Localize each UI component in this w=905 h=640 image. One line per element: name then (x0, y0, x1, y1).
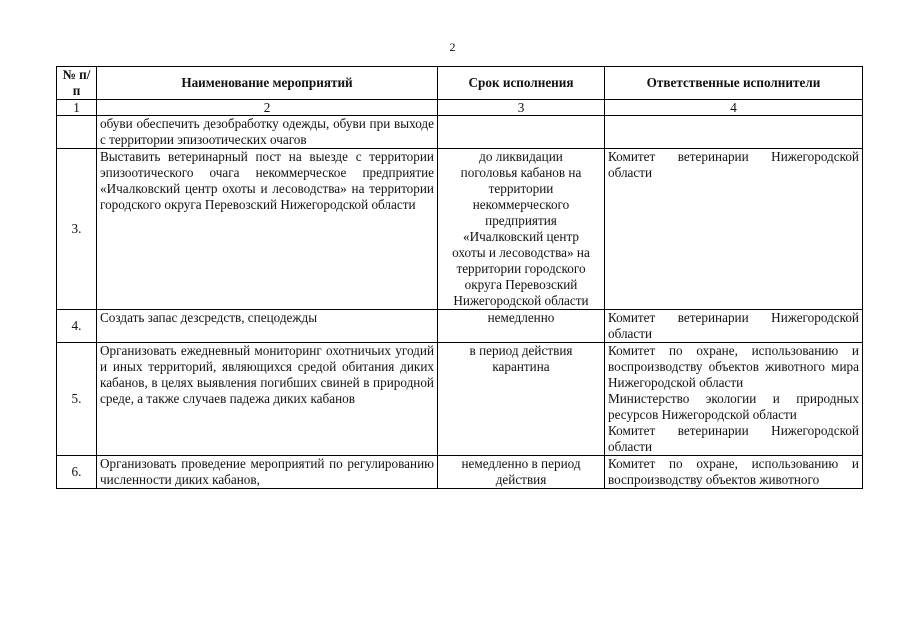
measure-term: до ликвидации поголовья кабанов на территории некоммерческого предприятия «Ичалковский центр охоты и лесоводства» на территории городского округа Перевозский Нижегородской области (438, 149, 605, 310)
measure-name: Создать запас дезсредств, спецодежды (97, 310, 438, 343)
row-number (57, 116, 97, 149)
responsible-entry: Комитет по охране, использованию и воспроизводству объектов животного мира Нижегородской области (608, 343, 859, 390)
column-number: 2 (97, 100, 438, 116)
responsible-entry: Комитет по охране, использованию и воспроизводству объектов животного (608, 456, 859, 487)
measure-term: в период действия карантина (438, 343, 605, 456)
measure-name: Организовать проведение мероприятий по регулированию численности диких кабанов, (97, 456, 438, 489)
column-number: 3 (438, 100, 605, 116)
header-name: Наименование мероприятий (97, 67, 438, 100)
measure-name: Выставить ветеринарный пост на выезде с территории эпизоотического очага некоммерческое предприятие «Ичалковский центр охоты и лесоводства» на территории городского округа Перевозский Нижегородской области (97, 149, 438, 310)
header-responsible: Ответственные исполнители (605, 67, 863, 100)
measure-term: немедленно (438, 310, 605, 343)
column-numbering-row (57, 100, 863, 116)
row-number: 6. (57, 456, 97, 489)
column-number: 1 (57, 100, 97, 116)
measure-responsible (605, 149, 863, 310)
row-number: 5. (57, 343, 97, 456)
measure-name: Организовать ежедневный мониторинг охотничьих угодий и иных территорий, являющихся средой обитания диких кабанов, в целях выявления погибших свиней в природной среде, а также случаев падежа диких кабанов (97, 343, 438, 456)
measure-name: обуви обеспечить дезобработку одежды, обуви при выходе с территории эпизоотических очагов (97, 116, 438, 149)
table-row (57, 310, 863, 343)
table-row (57, 116, 863, 149)
measure-responsible (605, 116, 863, 149)
responsible-entry: Комитет ветеринарии Нижегородской области (608, 149, 859, 180)
header-num: № п/п (57, 67, 97, 100)
table-row (57, 149, 863, 310)
row-number: 4. (57, 310, 97, 343)
responsible-entry: Комитет ветеринарии Нижегородской области (608, 310, 859, 341)
column-number: 4 (605, 100, 863, 116)
table-row (57, 456, 863, 489)
measure-responsible (605, 343, 863, 456)
measures-table (56, 66, 863, 489)
header-term: Срок исполнения (438, 67, 605, 100)
page-number: 2 (449, 40, 456, 54)
header-row (57, 67, 863, 100)
responsible-entry: Министерство экологии и природных ресурсов Нижегородской области (608, 391, 859, 422)
row-number: 3. (57, 149, 97, 310)
measure-responsible (605, 310, 863, 343)
measure-responsible (605, 456, 863, 489)
responsible-entry: Комитет ветеринарии Нижегородской области (608, 423, 859, 454)
table-row (57, 343, 863, 456)
measure-term: немедленно в период действия (438, 456, 605, 489)
measure-term (438, 116, 605, 149)
